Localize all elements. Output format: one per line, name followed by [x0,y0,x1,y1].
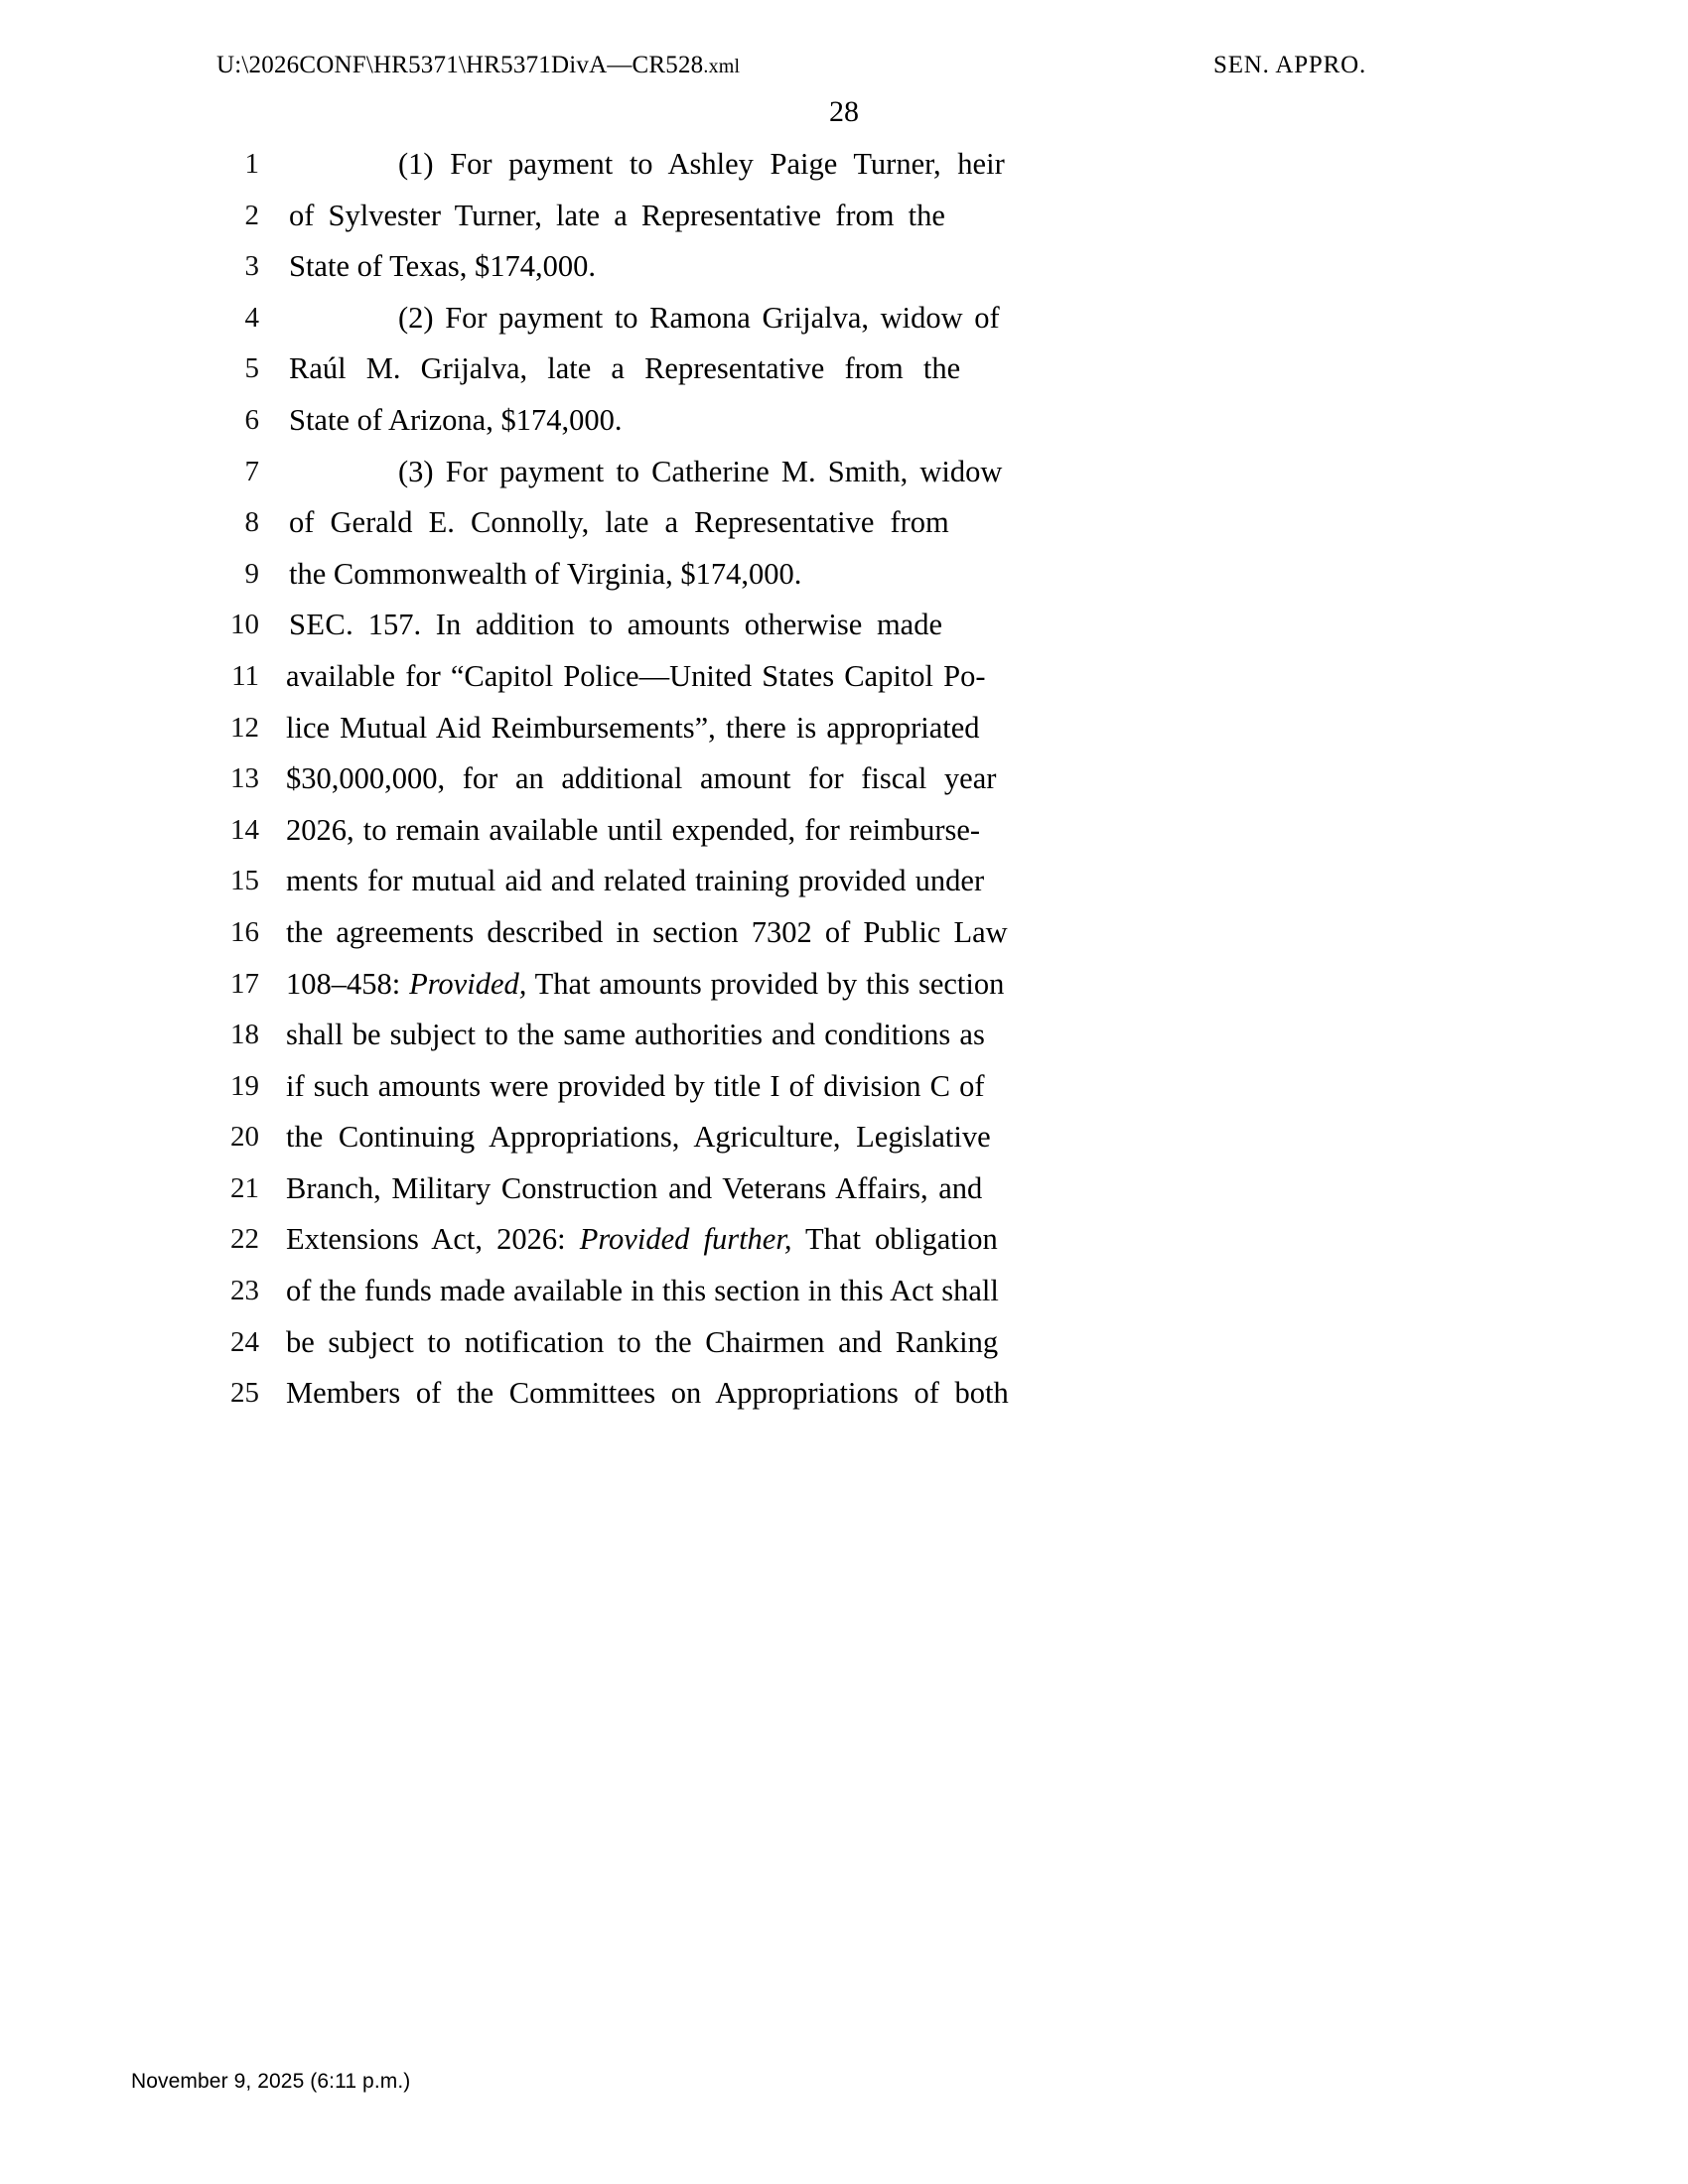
line-number: 18 [230,1019,259,1051]
line-number: 11 [231,659,259,692]
line-number: 9 [244,557,259,590]
line-text: (1) For payment to Ashley Paige Turner, heir [398,147,1005,181]
text-line [0,1266,1688,1317]
line-number: 12 [230,711,259,744]
line-number: 24 [230,1325,259,1358]
line-number: 10 [230,609,259,641]
header-agency-label: SEN. APPRO. [1213,52,1366,78]
line-number: 23 [230,1275,259,1307]
line-number: 6 [244,403,259,436]
body-text-block [0,139,1688,1420]
text-line [0,1163,1688,1215]
text-line [0,1112,1688,1163]
text-line [0,549,1688,601]
header-file-path: U:\2026CONF\HR5371\HR5371DivA—CR528.xml [216,52,741,78]
text-line [0,139,1688,191]
text-line [0,343,1688,395]
running-header [216,52,1388,79]
text-line [0,959,1688,1011]
text-line [0,1010,1688,1061]
line-text: State of Arizona, $174,000. [289,402,623,437]
line-text: Members of the Committees on Appropriations of both [286,1376,1009,1411]
line-text: be subject to notification to the Chairmen and Ranking [286,1324,999,1359]
line-text: ments for mutual aid and related training provided under [286,864,985,898]
text-line [0,703,1688,754]
text-line [0,1061,1688,1113]
line-text: the Continuing Appropriations, Agriculture, Legislative [286,1120,991,1155]
line-text: lice Mutual Aid Reimbursements”, there is appropriated [286,710,980,745]
text-line [0,497,1688,549]
line-number: 4 [244,301,259,334]
line-text: of Gerald E. Connolly, late a Representative from [289,505,949,540]
text-line [0,1368,1688,1420]
line-text: if such amounts were provided by title I of division C of [286,1068,985,1103]
line-text: of the funds made available in this section in this Act shall [286,1274,999,1308]
line-number: 25 [230,1377,259,1410]
text-line [0,651,1688,703]
line-number: 14 [230,813,259,846]
line-number: 1 [244,148,259,180]
text-line [0,753,1688,805]
line-text: 2026, to remain available until expended, for reimburse- [286,812,981,847]
line-number: 2 [244,199,259,231]
line-number: 16 [230,915,259,948]
line-number: 15 [230,865,259,897]
text-line [0,1317,1688,1369]
line-text: the agreements described in section 7302 of Public Law [286,914,1008,949]
line-number: 5 [244,352,259,385]
text-line [0,447,1688,498]
line-number: 19 [230,1069,259,1102]
line-number: 20 [230,1121,259,1154]
text-line [0,805,1688,857]
line-text: 108–458: Provided, That amounts provided by this section [286,966,1005,1001]
line-number: 21 [230,1171,259,1204]
line-number: 8 [244,506,259,539]
line-text: (3) For payment to Catherine M. Smith, widow [398,454,1003,488]
line-text: of Sylvester Turner, late a Representative from the [289,198,945,232]
line-text: State of Texas, $174,000. [289,249,597,284]
line-text: $30,000,000, for an additional amount for fiscal year [286,761,997,796]
header-file-extension: .xml [703,56,741,77]
page-number: 28 [829,95,859,128]
text-line [0,191,1688,242]
text-line [0,1214,1688,1266]
line-number: 17 [230,967,259,1000]
line-number: 7 [244,455,259,487]
small-caps-run: SEC. [289,608,354,642]
line-text: shall be subject to the same authorities and conditions as [286,1018,985,1052]
text-line [0,293,1688,344]
italic-run: Provided further, [579,1222,792,1257]
line-number: 3 [244,250,259,283]
text-line [0,241,1688,293]
text-line [0,907,1688,959]
line-text: Branch, Military Construction and Veterans Affairs, and [286,1170,983,1205]
line-text: available for “Capitol Police—United States Capitol Po- [286,658,986,693]
text-line [0,600,1688,651]
line-text: the Commonwealth of Virginia, $174,000. [289,556,802,591]
text-line [0,856,1688,907]
line-text: (2) For payment to Ramona Grijalva, widow of [398,300,1000,335]
italic-run: Provided, [409,966,527,1001]
line-text: SEC. 157. In addition to amounts otherwise made [289,608,942,642]
line-text: Extensions Act, 2026: Provided further, That obligation [286,1222,998,1257]
footer-timestamp: November 9, 2025 (6:11 p.m.) [131,2070,411,2093]
line-number: 22 [230,1223,259,1256]
text-line [0,395,1688,447]
line-number: 13 [230,762,259,795]
line-text: Raúl M. Grijalva, late a Representative from the [289,351,961,386]
